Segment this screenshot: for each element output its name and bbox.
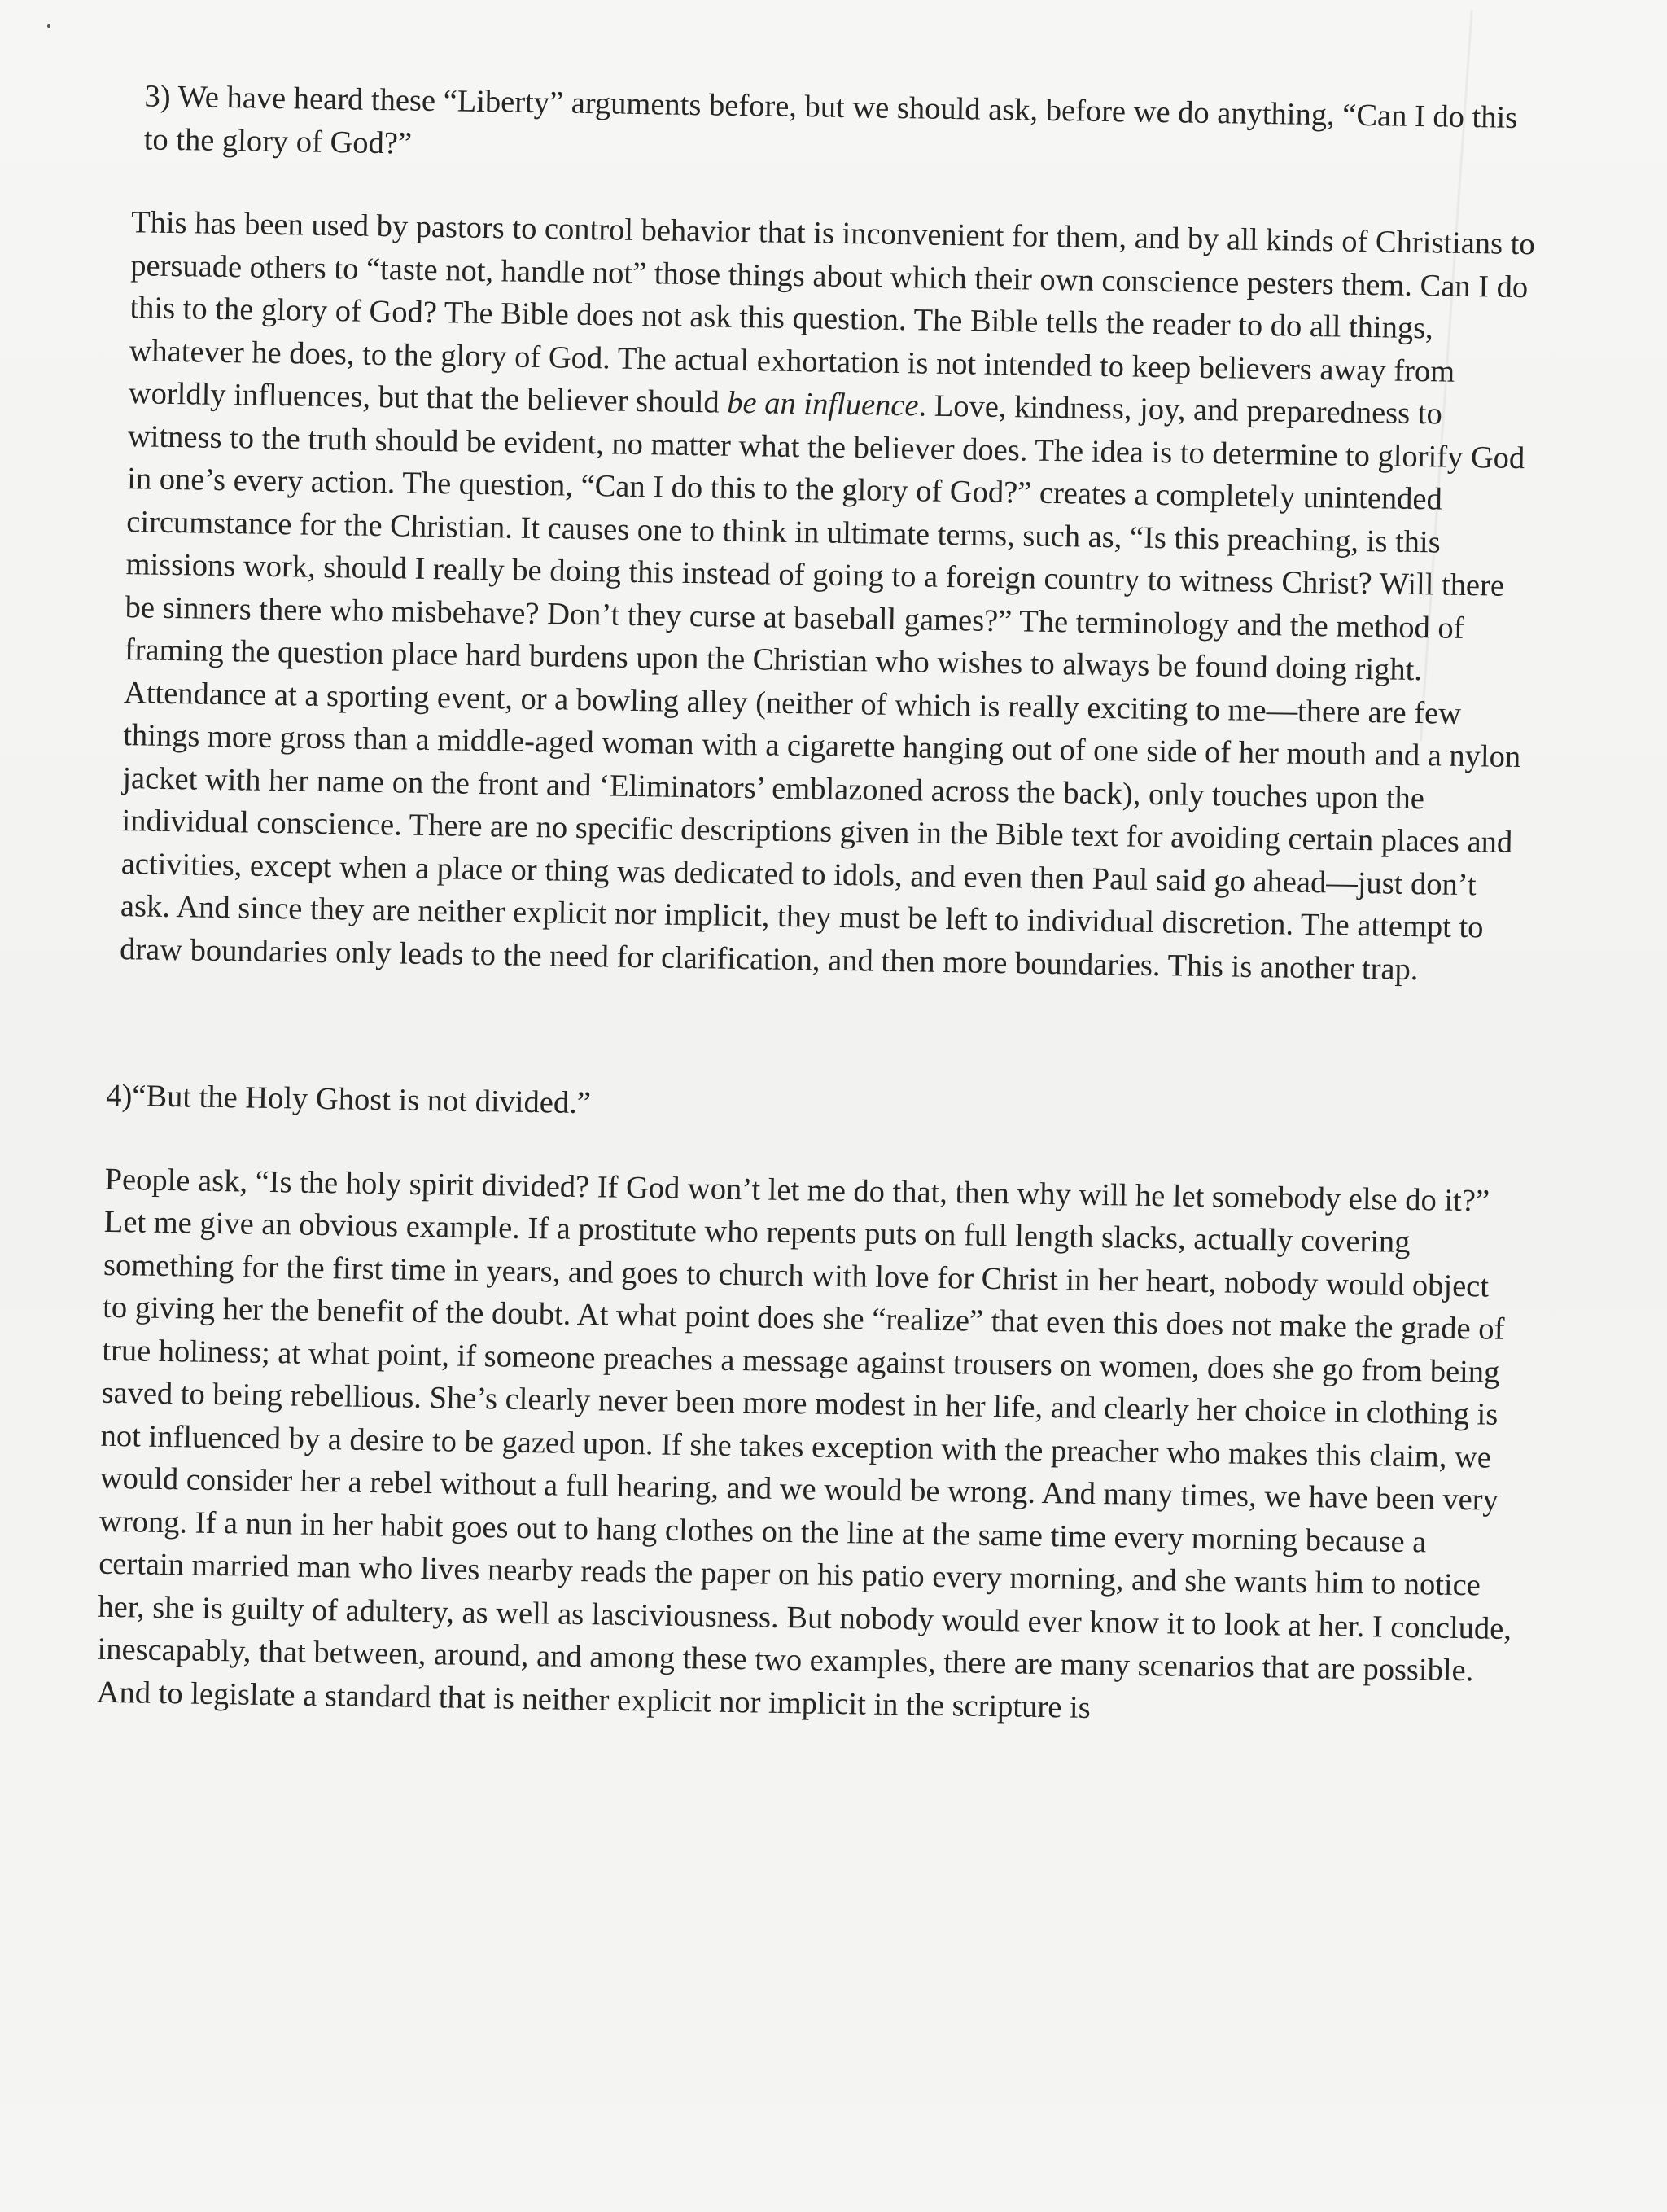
- section-3-text-part-1: This has been used by pastors to control behavior that is inconvenient for them, and by all kinds of Christians to persuade others to “taste not, handle not” those things about which their own conscience pesters them. Can I do this to the glory of God? The Bible does not ask this question. The Bible tells the reader to do all things, whatever he does, to the glory of God. The actual exhortation is not intended to keep believers away from worldly influences, but that the believer should: [128, 205, 1535, 420]
- section-3-emphasis: be an influence: [727, 385, 919, 423]
- section-3-paragraph: [108, 201, 1537, 992]
- section-4-paragraph: People ask, “Is the holy spirit divided? If God won’t let me do that, then why will he let somebody else do it?” Let me give an obvious example. If a prostitute who repents puts on full length slacks, actually covering something for the first time in years, and goes to church with love for Christ in her heart, nobody would object to giving her the benefit of the doubt. At what point does she “realize” that even this does not make the grade of true holiness; at what point, if someone preaches a message against trousers on women, does she go from being saved to being rebellious. She’s clearly never been more modest in her life, and clearly her choice in clothing is not influenced by a desire to be gazed upon. If she takes exception with the preacher who makes this claim, we would consider her a rebel without a full hearing, and we would be wrong. And many times, we have been very wrong. If a nun in her habit goes out to hang clothes on the line at the same time every morning because a certain married man who lives nearby reads the paper on his patio every morning, and she wants him to notice her, she is guilty of adultery, as well as lasciviousness. But nobody would ever know it to look at her. I conclude, inescapably, that between, around, and among these two examples, there are many scenarios that are possible. And to legislate a standard that is neither explicit nor implicit in the scripture is: [96, 1162, 1512, 1725]
- section-3-text-part-2: . Love, kindness, joy, and preparedness to witness to the truth should be evident, no matter what the believer does. The idea is to determine to glorify God in one’s every action. The question, “Can I do this to the glory of God?” creates a completely unintended circumstance for the Christian. It causes one to think in ultimate terms, such as, “Is this preaching, is this missions work, should I really be doing this instead of going to a foreign country to witness Christ? Will there be sinners there who misbehave? Don’t they curse at baseball games?” The terminology and the method of framing the question place hard burdens upon the Christian who wishes to always be found doing right. Attendance at a sporting event, or a bowling alley (neither of which is really exciting to me—there are few things more gross than a middle-aged woman with a cigarette hanging out of one side of her mouth and a nylon jacket with her name on the front and ‘Eliminators’ emblazoned across the back), only touches upon the individual conscience. There are no specific descriptions given in the Bible text for avoiding certain places and activities, except when a place or thing was dedicated to idols, and even then Paul said go ahead—just don’t ask. And since they are neither explicit nor implicit, they must be left to individual discretion. The attempt to draw boundaries only leads to the need for clarification, and then more boundaries. This is another trap.: [119, 388, 1525, 987]
- section-3-heading: 3) We have heard these “Liberty” arguments before, but we should ask, before we do anything, “Can I do this to the glory of God?”: [143, 79, 1518, 161]
- section-4-heading: 4)“But the Holy Ghost is not divided.”: [105, 1078, 592, 1121]
- document-body: [96, 75, 1538, 1736]
- scan-speck: [47, 24, 50, 28]
